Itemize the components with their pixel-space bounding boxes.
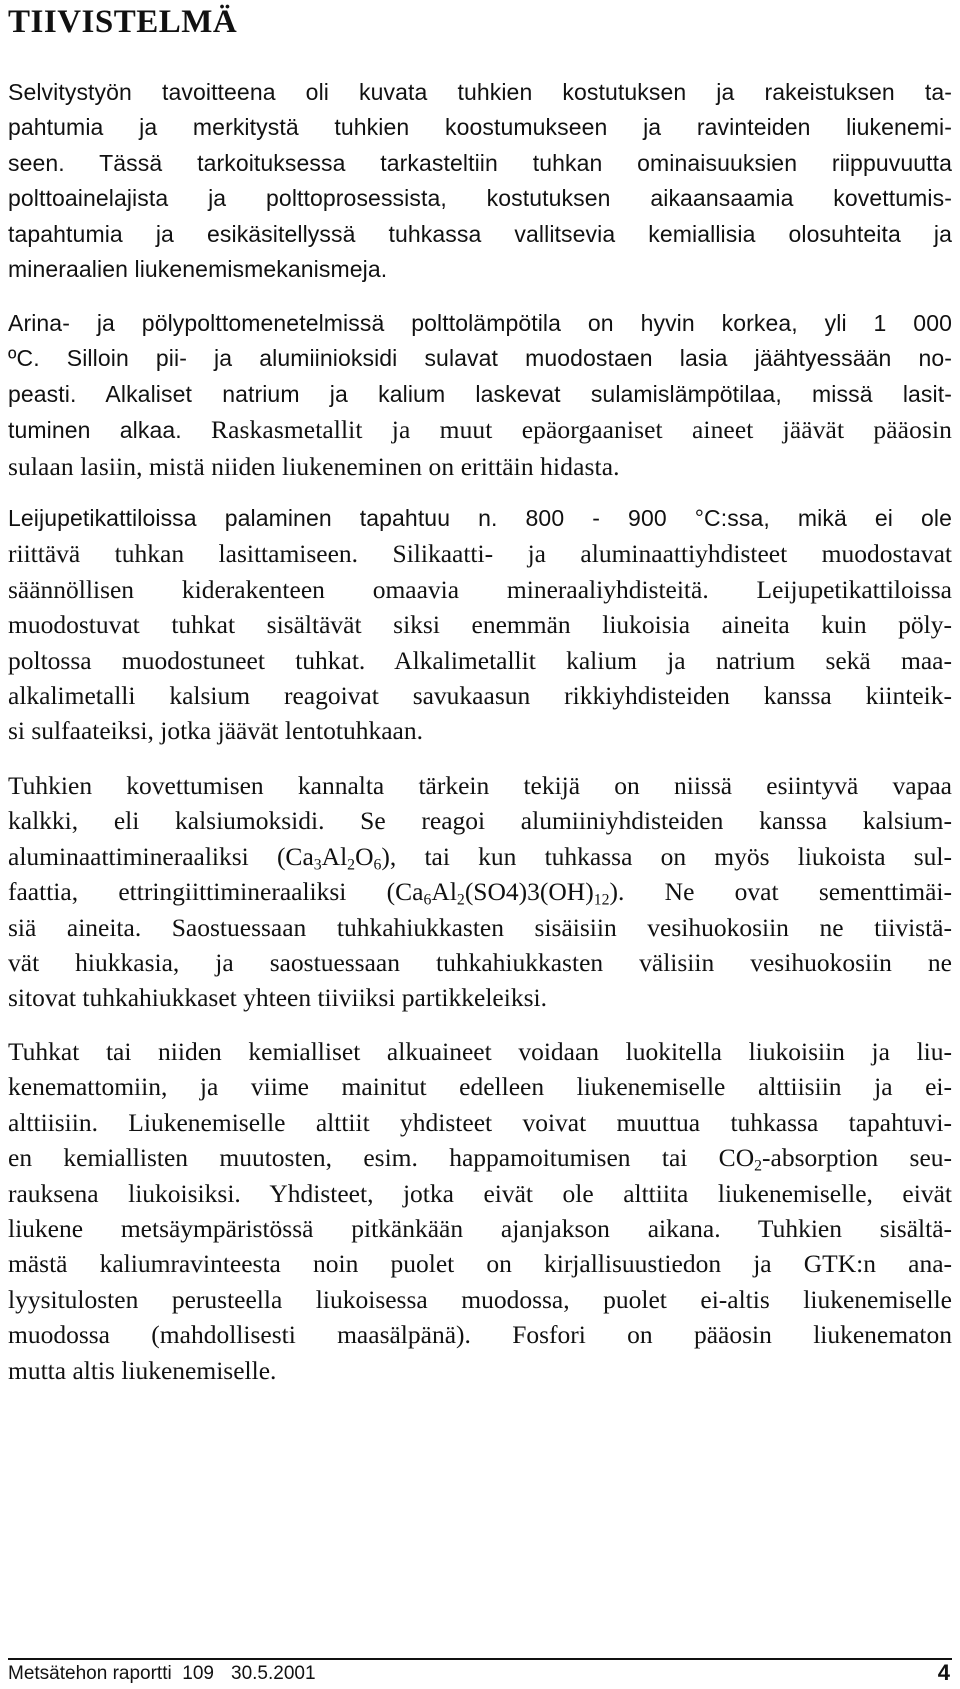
text-line: mutta altis liukenemiselle. bbox=[8, 1355, 277, 1385]
text-fragment: O bbox=[355, 841, 374, 871]
text-fragment: -absorption seu- bbox=[762, 1143, 952, 1173]
text-line: si sulfaateiksi, jotka jäävät lentotuhkaan. bbox=[8, 716, 423, 746]
text-fragment: ), tai kun tuhkassa on myös liukoista sul- bbox=[381, 841, 952, 871]
text-line: mästä kaliumravinteesta noin puolet on kirjallisuustiedon ja GTK:n ana- bbox=[8, 1249, 952, 1279]
text-line: alttiisiin. Liukenemiselle alttiit yhdisteet voivat muuttua tuhkassa tapahtuvi- bbox=[8, 1107, 952, 1137]
text-line bbox=[8, 412, 952, 448]
text-line: alkalimetalli kalsium reagoivat savukaasun rikkiyhdisteiden kanssa kiinteik- bbox=[8, 681, 952, 711]
subscript: 6 bbox=[423, 891, 432, 909]
text-line: Selvitystyön tavoitteena oli kuvata tuhkien kostutuksen ja rakeistuksen ta- bbox=[8, 79, 952, 105]
subscript: 2 bbox=[347, 856, 356, 874]
paragraph-2 bbox=[8, 306, 952, 484]
text-line: poltossa muodostuneet tuhkat. Alkalimetallit kalium ja natrium sekä maa- bbox=[8, 645, 952, 675]
footer-date: 30.5.2001 bbox=[231, 1663, 316, 1684]
text-line bbox=[8, 839, 952, 874]
text-fragment: tuminen alkaa. bbox=[8, 417, 182, 444]
text-fragment: aluminaattimineraaliksi (Ca bbox=[8, 841, 314, 871]
text-line: liukene metsäympäristössä pitkänkään ajanjakson aikana. Tuhkien sisältä- bbox=[8, 1214, 952, 1244]
paragraph-1 bbox=[8, 75, 952, 146]
page-title: TIIVISTELMÄ bbox=[8, 4, 238, 40]
text-line: mineraalien liukenemismekanismeja. bbox=[8, 256, 388, 283]
text-line: polttoainelajista ja polttoprosessista, kostutuksen aikaansaamia kovettumis- bbox=[8, 185, 952, 212]
text-line: ºC. Silloin pii- ja alumiinioksidi sulavat muodostaen lasia jäähtyessään no- bbox=[8, 345, 952, 372]
text-line: Tuhkat tai niiden kemialliset alkuaineet voidaan luokitella liukoisiin ja liu- bbox=[8, 1037, 952, 1066]
text-line: vät hiukkasia, ja saostuessaan tuhkahiukkasten välisiin vesihuokosiin ne bbox=[8, 948, 952, 978]
text-line: seen. Tässä tarkoituksessa tarkasteltiin tuhkan ominaisuuksien riippuvuutta bbox=[8, 150, 952, 176]
text-line: sulaan lasiin, mistä niiden liukeneminen on erittäin hidasta. bbox=[8, 451, 620, 481]
text-fragment: Al bbox=[431, 877, 457, 907]
text-line: säännöllisen kiderakenteen omaavia mineraaliyhdisteitä. Leijupetikattiloissa bbox=[8, 574, 952, 604]
text-line: rauksena liukoisiksi. Yhdisteet, jotka eivät ole alttiita liukenemiselle, eivät bbox=[8, 1178, 952, 1208]
paragraph-5 bbox=[8, 1034, 952, 1388]
text-line: muodostuvat tuhkat sisältävät siksi enemmän liukoisia aineita kuin pöly- bbox=[8, 610, 952, 640]
text-line: muodossa (mahdollisesti maasälpänä). Fosfori on pääosin liukenematon bbox=[8, 1320, 952, 1350]
text-fragment: (SO4)3(OH) bbox=[464, 877, 594, 907]
text-line: sitovat tuhkahiukkaset yhteen tiiviiksi partikkeleiksi. bbox=[8, 983, 547, 1013]
text-line: tapahtumia ja esikäsitellyssä tuhkassa vallitsevia kemiallisia olosuhteita ja bbox=[8, 220, 952, 247]
text-fragment: en kemiallisten muutosten, esim. happamoitumisen tai CO bbox=[8, 1143, 755, 1173]
subscript: 2 bbox=[456, 891, 465, 909]
text-line bbox=[8, 874, 952, 909]
text-line: Tuhkien kovettumisen kannalta tärkein tekijä on niissä esiintyvä vapaa bbox=[8, 771, 952, 800]
text-line: kalkki, eli kalsiumoksidi. Se reagoi alumiiniyhdisteiden kanssa kalsium- bbox=[8, 806, 952, 836]
text-line: siä aineita. Saostuessaan tuhkahiukkasten sisäisiin vesihuokosiin ne tiivistä- bbox=[8, 912, 952, 942]
subscript: 6 bbox=[373, 856, 382, 874]
paragraph-1-continued bbox=[8, 146, 952, 288]
footer-divider bbox=[8, 1658, 952, 1660]
subscript: 3 bbox=[313, 856, 322, 874]
text-line bbox=[8, 1140, 952, 1175]
text-fragment: ). Ne ovat sementtimäi- bbox=[609, 877, 952, 907]
text-line: riittävä tuhkan lasittamiseen. Silikaatti- ja aluminaattiyhdisteet muodostavat bbox=[8, 539, 952, 569]
paragraph-3 bbox=[8, 501, 952, 749]
text-line: peasti. Alkaliset natrium ja kalium laskevat sulamislämpötilaa, missä lasit- bbox=[8, 380, 952, 407]
text-fragment: Al bbox=[321, 841, 348, 871]
paragraph-4 bbox=[8, 768, 952, 1016]
page-number: 4 bbox=[937, 1660, 950, 1685]
text-line: Leijupetikattiloissa palaminen tapahtuu n. 800 - 900 °C:ssa, mikä ei ole bbox=[8, 505, 952, 531]
text-fragment: faattia, ettringiittimineraaliksi (Ca bbox=[8, 877, 424, 907]
subscript: 12 bbox=[593, 891, 610, 909]
text-fragment: Raskasmetallit ja muut epäorgaaniset aineet jäävät pääosin bbox=[181, 415, 952, 445]
subscript: 2 bbox=[754, 1157, 763, 1175]
text-line: kenemattomiin, ja viime mainitut edelleen liukenemiselle alttiisiin ja ei- bbox=[8, 1072, 952, 1102]
text-line: pahtumia ja merkitystä tuhkien koostumukseen ja ravinteiden liukenemi- bbox=[8, 114, 952, 141]
text-line: Arina- ja pölypolttomenetelmissä polttolämpötila on hyvin korkea, yli 1 000 bbox=[8, 310, 952, 336]
text-line: lyysitulosten perusteella liukoisessa muodossa, puolet ei-altis liukenemiselle bbox=[8, 1284, 952, 1314]
footer-publication: Metsätehon raportti 109 bbox=[8, 1663, 214, 1684]
